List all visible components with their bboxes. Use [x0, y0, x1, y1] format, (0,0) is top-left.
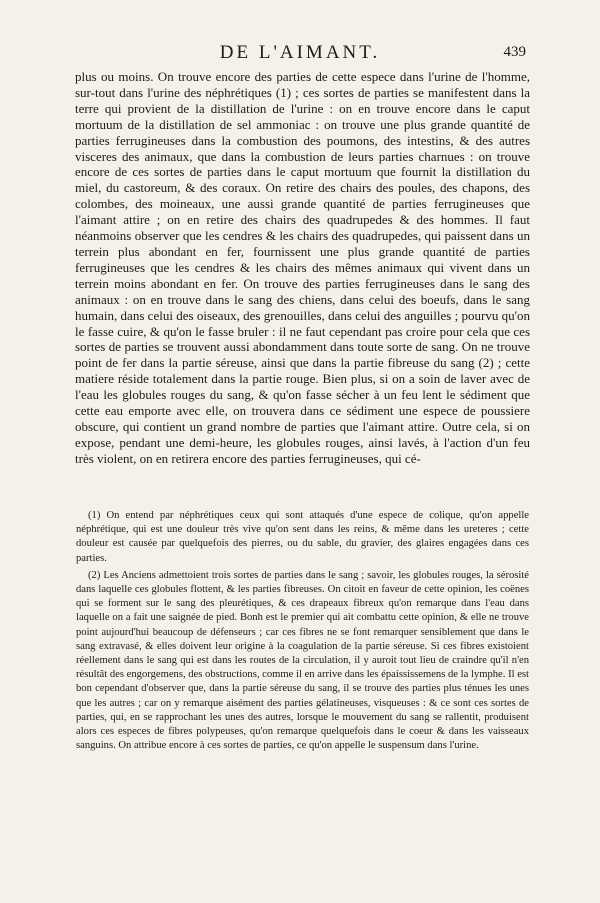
running-title: DE L'AIMANT. [219, 42, 381, 63]
footnotes [76, 509, 529, 756]
body-paragraph: plus ou moins. On trouve encore des parties de cette espece dans l'urine de l'homme, sur-tout dans l'urine des néphrétiques (1) ; ces sortes de parties se manifestent dans la terre qui provient de la distillation de l'urine : on en trouve encore dans le caput mortuum de la distillation de sel ammoniac : on trouve une plus grande quantité de parties ferrugineuses dans la combustion des poumons, des intestins, & des autres visceres des animaux, que dans la combustion de leurs parties charnues : on trouve encore de ces sortes de parties dans le caput mortuum que fournit la distillation du miel, du castoreum, & des coraux. On retire des chairs des poules, des chapons, des colombes, des moineaux, une aussi grande quantité de parties ferrugineuses que l'aimant attire ; on en retire des chairs des quadrupedes & des hommes. Il faut néanmoins observer que les cendres & les chairs des quadrupedes, qui paissent dans un terrein plus abondant en fer, fournissent une plus grande quantité de parties ferrugineuses que les cendres & les chairs des mêmes animaux qui vivent dans un terrein moins abondant en fer. On trouve des parties ferrugineuses dans le sang des animaux : on en trouve dans le sang des chiens, dans celui des boeufs, dans le sang humain, dans celui des oiseaux, des grenouilles, dans celui des anguilles ; pourvu qu'on le fasse cuire, & qu'on le fasse bruler : il ne faut cependant pas croire pour cela que ces sortes de parties se trouvent aussi abondamment dans toute sorte de sang. On ne trouve point de fer dans la partie séreuse, ainsi que dans la partie fibreuse du sang (2) ; cette matiere réside totalement dans la partie rouge. Bien plus, si on a soin de laver avec de l'eau les globules rouges du sang, & qu'on fasse sécher à un feu lent le sédiment que cette eau emporte avec elle, on trouvera dans ce sédiment une espece de poussiere obscure, qui contient un grand nombre de parties que l'aimant attire. Outre cela, si on expose, pendant une demi-heure, les globules rouges, ainsi lavés, à l'action d'un feu très violent, on en retirera encore des parties ferrugineuses, qui cé- [75, 69, 530, 466]
running-head [0, 36, 600, 66]
footnote-2: (2) Les Anciens admettoient trois sortes de parties dans le sang ; savoir, les globules rouges, la sérosité dans laquelle ces globules flottent, & les parties fibreuses. On citoit en faveur de cette opinion, les coënes qui se forment sur le sang des pleurétiques, & ces drapeaux fibreux qu'on remarque dans l'eau dans laquelle on a fait une saignée de pied. Bonh est le premier qui ait combattu cette opinion, & elle ne trouve point aujourd'hui beaucoup de défenseurs ; car ces fibres ne se font remarquer sensiblement que dans le sang extravasé, & elles doivent leur origine à la coagulation de la partie séreuse. Si ces fibres existoient réellement dans le sang qui est dans les routes de la circulation, il y auroit tout lieu de craindre qu'il n'en résultât des engorgemens, des obstructions, comme il en arrive dans les épaississemens de la lymphe. Il est bon cependant d'observer que, dans la partie séreuse du sang, il se trouve des parties plus ténues les unes que les autres ; car on y remarque aisément des parties gélatineuses, visqueuses : & ce sont ces sortes de parties, qui, en se rapprochant les unes des autres, lorsque le mouvement du sang se rallentit, produisent alors ces especes de fibres polypeuses, qu'on remarque quelquefois dans le coeur & dans les vaisseaux sanguins. On attribue encore à ces sortes de parties, ce qu'on appelle le suspensum dans l'urine. [76, 569, 529, 752]
footnote-1: (1) On entend par néphrétiques ceux qui sont attaqués d'une espece de colique, qu'on appelle néphrétique, qui est une douleur très vive qu'on sent dans les reins, & même dans les ureteres ; cette douleur est causée par quelquefois des pierres, ou du sable, du gravier, des glaires engagées dans ces parties. [76, 510, 529, 564]
page-number: 439 [503, 44, 526, 60]
body-text [75, 69, 530, 467]
